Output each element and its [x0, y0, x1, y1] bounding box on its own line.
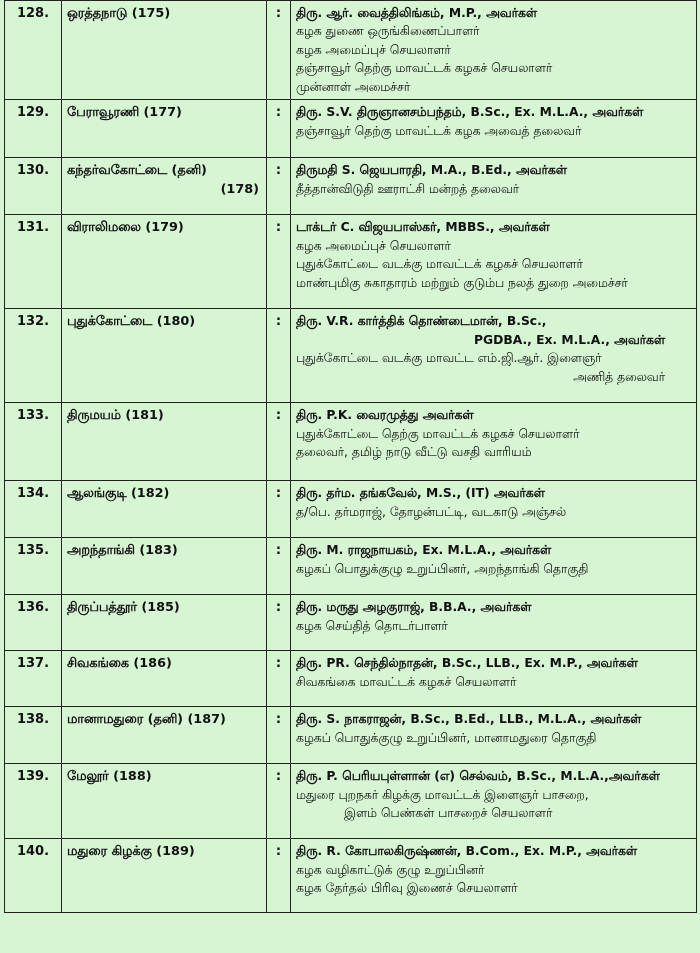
candidate-name: திரு. R. கோபாலகிருஷ்ணன், B.Com., Ex. M.P., அவர்கள் — [296, 844, 637, 859]
candidate-row — [5, 309, 697, 403]
candidate-name: திரு. PR. செந்தில்நாதன், B.Sc., LLB., Ex. M.P., அவர்கள் — [296, 656, 638, 671]
candidate-name: திரு. S.V. திருஞானசம்பந்தம், B.Sc., Ex. M.L.A., அவர்கள் — [296, 105, 644, 120]
candidate-name: திரு. M. ராஜநாயகம், Ex. M.L.A., அவர்கள் — [296, 543, 552, 558]
constituency-name: விராலிமலை (179) — [67, 220, 184, 236]
candidate-name: டாக்டர் C. விஜயபாஸ்கர், MBBS., அவர்கள் — [296, 220, 550, 235]
candidate-details — [291, 481, 697, 538]
candidate-position: இளம் பெண்கள் பாசறைச் செயலாளர் — [344, 806, 553, 821]
constituency-cell — [62, 839, 267, 913]
candidate-position: தீத்தான்விடுதி ஊராட்சி மன்றத் தலைவர் — [296, 181, 520, 196]
candidate-position: கழக அமைப்புச் செயலாளர் — [296, 42, 451, 57]
candidate-name: திரு. ஆர். வைத்திலிங்கம், M.P., அவர்கள் — [296, 6, 537, 20]
candidate-row — [5, 158, 697, 215]
candidate-name: திரு. V.R. கார்த்திக் தொண்டைமான், B.Sc., — [296, 314, 547, 329]
candidate-position: கழகப் பொதுக்குழு உறுப்பினர், அறந்தாங்கி தொகுதி — [296, 561, 589, 576]
candidate-position: கழக தேர்தல் பிரிவு இணைச் செயலாளர் — [296, 881, 518, 896]
constituency-name: அறந்தாங்கி (183) — [67, 543, 178, 559]
serial-number: 134. — [5, 481, 62, 538]
candidate-details — [291, 100, 697, 158]
constituency-cell — [62, 100, 267, 158]
constituency-cell — [62, 764, 267, 839]
constituency-name: ஆலங்குடி (182) — [67, 486, 170, 502]
candidate-details — [291, 707, 697, 764]
candidate-position: முன்னாள் அமைச்சர் — [296, 79, 411, 94]
candidate-details — [291, 158, 697, 215]
candidate-name: திரு. S. நாகராஜன், B.Sc., B.Ed., LLB., M.L.A., அவர்கள் — [296, 712, 642, 727]
constituency-name: திருப்பத்தூர் (185) — [67, 600, 180, 616]
candidate-position: சிவகங்கை மாவட்டக் கழகச் செயலாளர் — [296, 674, 517, 689]
candidate-name: திரு. P. பெரியபுள்ளான் (எ) செல்வம், B.Sc., M.L.A.,அவர்கள் — [296, 769, 660, 784]
candidate-details — [291, 309, 697, 403]
constituency-name: மதுரை கிழக்கு (189) — [67, 844, 195, 860]
candidate-row — [5, 707, 697, 764]
candidate-row — [5, 538, 697, 595]
constituency-name: ஒரத்தநாடு (175) — [67, 6, 171, 21]
separator-colon: : — [267, 538, 291, 595]
candidate-position: புதுக்கோட்டை வடக்கு மாவட்ட எம்.ஜி.ஆர். இளைஞர் — [296, 351, 602, 366]
separator-colon: : — [267, 403, 291, 481]
candidate-position: புதுக்கோட்டை தெற்கு மாவட்டக் கழகச் செயலாளர் — [296, 426, 580, 441]
candidate-row — [5, 215, 697, 309]
constituency-name: பேராவூரணி (177) — [67, 105, 182, 121]
candidate-details — [291, 538, 697, 595]
candidate-details — [291, 764, 697, 839]
serial-number: 128. — [5, 1, 62, 100]
candidate-details — [291, 595, 697, 651]
candidate-position: மதுரை புறநகர் கிழக்கு மாவட்டக் இளைஞர் பாசறை, — [296, 787, 589, 802]
serial-number: 132. — [5, 309, 62, 403]
serial-number: 137. — [5, 651, 62, 707]
constituency-name: மானாமதுரை (தனி) (187) — [67, 712, 226, 728]
separator-colon: : — [267, 651, 291, 707]
candidate-qualification: PGDBA., Ex. M.L.A., அவர்கள் — [474, 332, 665, 347]
separator-colon: : — [267, 764, 291, 839]
candidate-position: புதுக்கோட்டை வடக்கு மாவட்டக் கழகச் செயலாளர் — [296, 257, 583, 272]
separator-colon: : — [267, 1, 291, 100]
candidate-details — [291, 651, 697, 707]
candidate-position: தஞ்சாவூர் தெற்கு மாவட்டக் கழக அவைத் தலைவர் — [296, 123, 582, 138]
candidate-name: திரு. தர்ம. தங்கவேல், M.S., (IT) அவர்கள் — [296, 486, 545, 501]
candidate-position: கழக துணை ஒருங்கிணைப்பாளர் — [296, 24, 480, 39]
constituency-number: (178) — [220, 182, 259, 198]
candidate-position: மாண்புமிகு சுகாதாரம் மற்றும் குடும்ப நலத் துறை அமைச்சர் — [296, 275, 628, 290]
constituency-cell — [62, 481, 267, 538]
candidate-name: திருமதி S. ஜெயபாரதி, M.A., B.Ed., அவர்கள் — [296, 163, 567, 178]
candidate-position: தலைவர், தமிழ் நாடு வீட்டு வசதி வாரியம் — [296, 445, 532, 460]
constituency-name: திருமயம் (181) — [67, 408, 164, 424]
candidate-name: திரு. மருது அழகுராஜ், B.B.A., அவர்கள் — [296, 600, 532, 615]
constituency-cell — [62, 651, 267, 707]
constituency-name: மேலூர் (188) — [67, 769, 152, 785]
serial-number: 140. — [5, 839, 62, 913]
separator-colon: : — [267, 158, 291, 215]
constituency-name: சிவகங்கை (186) — [67, 656, 172, 672]
candidate-details — [291, 1, 697, 100]
candidate-position: அணித் தலைவர் — [573, 369, 665, 384]
constituency-cell — [62, 595, 267, 651]
serial-number: 131. — [5, 215, 62, 309]
candidate-row — [5, 764, 697, 839]
serial-number: 135. — [5, 538, 62, 595]
constituency-cell — [62, 158, 267, 215]
candidate-position: த/பெ. தர்மராஜ், தோழன்பட்டி, வடகாடு அஞ்சல் — [296, 504, 567, 519]
separator-colon: : — [267, 481, 291, 538]
candidate-table — [4, 0, 697, 913]
separator-colon: : — [267, 215, 291, 309]
separator-colon: : — [267, 595, 291, 651]
separator-colon: : — [267, 100, 291, 158]
serial-number: 138. — [5, 707, 62, 764]
candidate-name: திரு. P.K. வைரமுத்து அவர்கள் — [296, 408, 474, 423]
constituency-name: புதுக்கோட்டை (180) — [67, 314, 196, 330]
candidate-row — [5, 651, 697, 707]
candidate-details — [291, 403, 697, 481]
constituency-cell — [62, 403, 267, 481]
candidate-row — [5, 403, 697, 481]
candidate-row — [5, 100, 697, 158]
candidate-details — [291, 215, 697, 309]
candidate-position: கழக வழிகாட்டுக் குழு உறுப்பினர் — [296, 862, 485, 877]
separator-colon: : — [267, 309, 291, 403]
candidate-row — [5, 481, 697, 538]
candidate-position: தஞ்சாவூர் தெற்கு மாவட்டக் கழகச் செயலாளர் — [296, 61, 553, 76]
serial-number: 136. — [5, 595, 62, 651]
candidate-table-body — [5, 1, 697, 913]
candidate-row — [5, 839, 697, 913]
constituency-cell — [62, 1, 267, 100]
candidate-row — [5, 1, 697, 100]
candidate-row — [5, 595, 697, 651]
candidate-position: கழக செய்தித் தொடர்பாளர் — [296, 618, 448, 633]
candidate-position: கழகப் பொதுக்குழு உறுப்பினர், மானாமதுரை தொகுதி — [296, 730, 597, 745]
serial-number: 133. — [5, 403, 62, 481]
constituency-cell — [62, 538, 267, 595]
separator-colon: : — [267, 707, 291, 764]
constituency-name: கந்தர்வகோட்டை (தனி) — [67, 163, 207, 179]
serial-number: 129. — [5, 100, 62, 158]
serial-number: 139. — [5, 764, 62, 839]
constituency-cell — [62, 215, 267, 309]
candidate-position: கழக அமைப்புச் செயலாளர் — [296, 238, 451, 253]
serial-number: 130. — [5, 158, 62, 215]
constituency-cell — [62, 309, 267, 403]
separator-colon: : — [267, 839, 291, 913]
constituency-cell — [62, 707, 267, 764]
candidate-details — [291, 839, 697, 913]
